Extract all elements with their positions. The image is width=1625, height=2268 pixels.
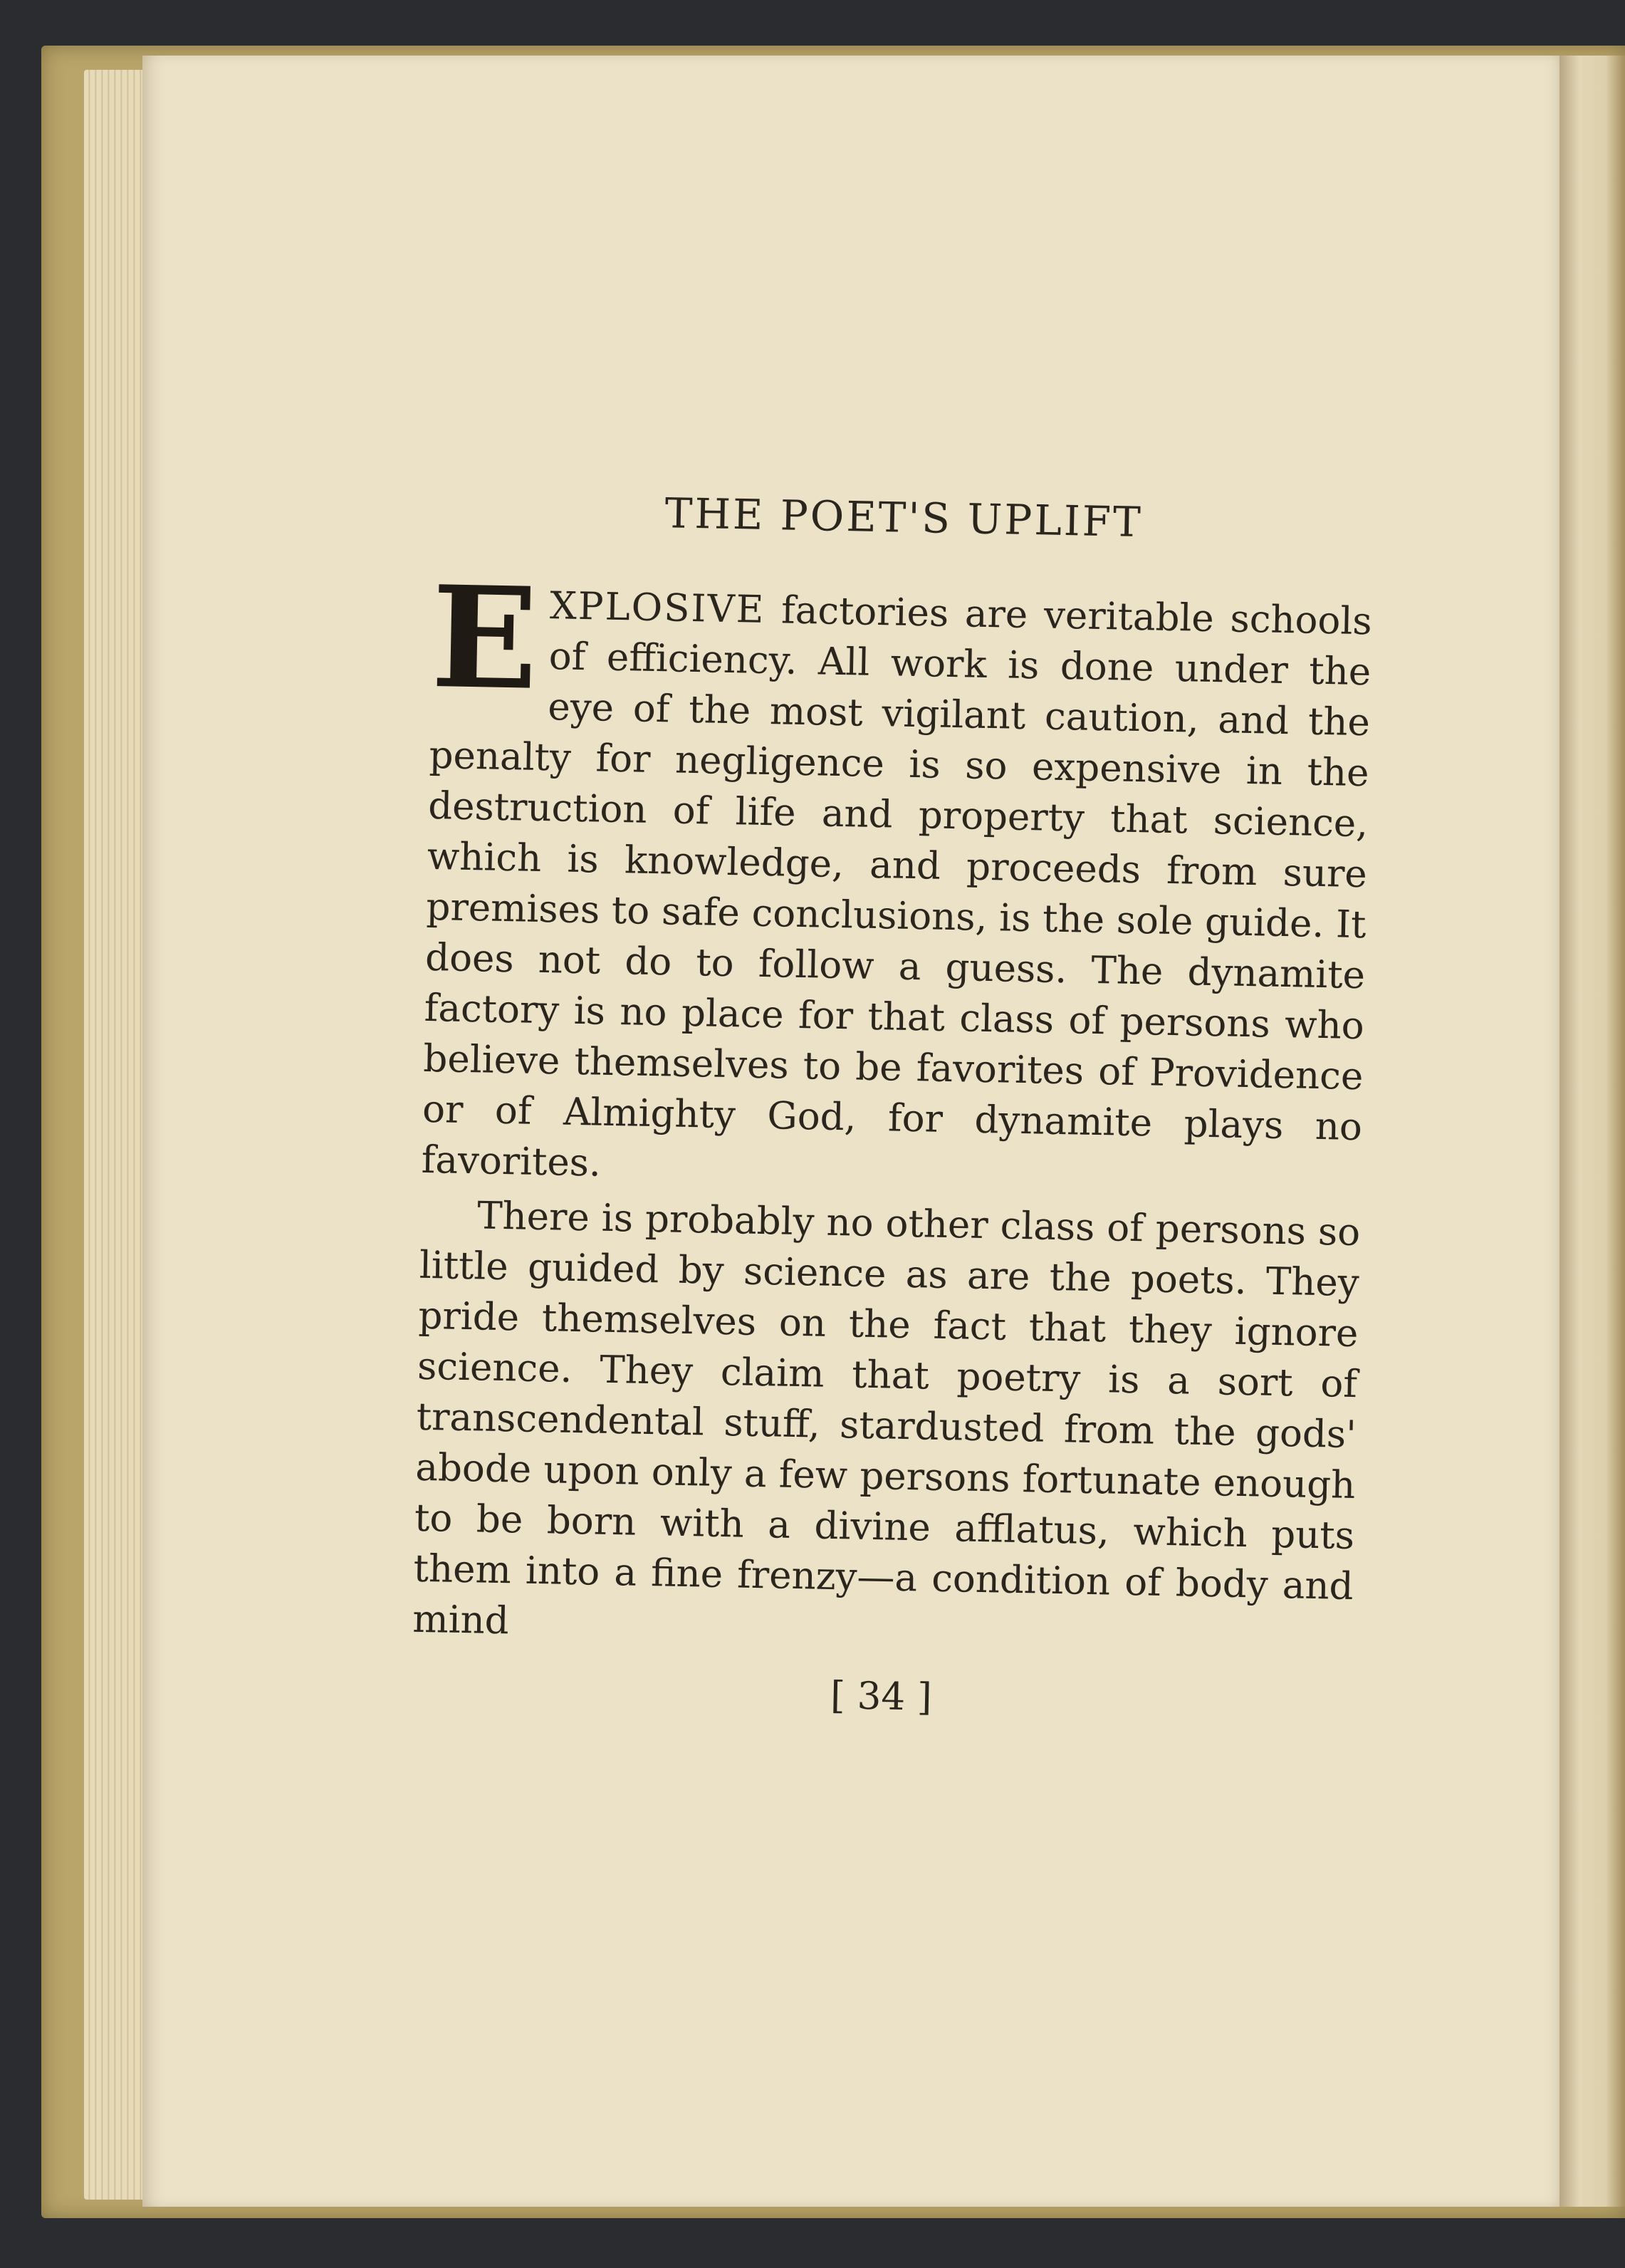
page-number: [ 34 ] — [830, 1673, 933, 1720]
paragraph-1-text: factories are veritable schools of efficiency. All work is done under the eye of the most vigilant caution, and the penalty for negligence is so expensive in the destruction of life and property that science, which is knowledge, and proceeds from sure premises to safe conclusions, is the sole guide. It does not do to follow a guess. The dynamite factory is no place for that class of persons who believe themselves to be favorites of Providence or of Almighty God, for dynamite plays no favorites. — [421, 588, 1373, 1185]
page-title: THE POET'S UPLIFT — [664, 489, 1144, 547]
page-content — [411, 484, 1374, 1727]
paragraph-1 — [421, 555, 1373, 1203]
book-gutter — [1559, 56, 1625, 2207]
paragraph-2: There is probably no other class of persons so little guided by science as are the poets. They pride themselves on the fact that they ignore science. They claim that poetry is a sort of transcendental stuff, stardusted from the gods' abode upon only a few persons fortunate enough to be born with a divine afflatus, which puts them into a fine frenzy—a condition of body and mind — [412, 1194, 1361, 1643]
first-word: XPLOSIVE — [549, 584, 766, 632]
drop-cap: E — [429, 555, 540, 722]
